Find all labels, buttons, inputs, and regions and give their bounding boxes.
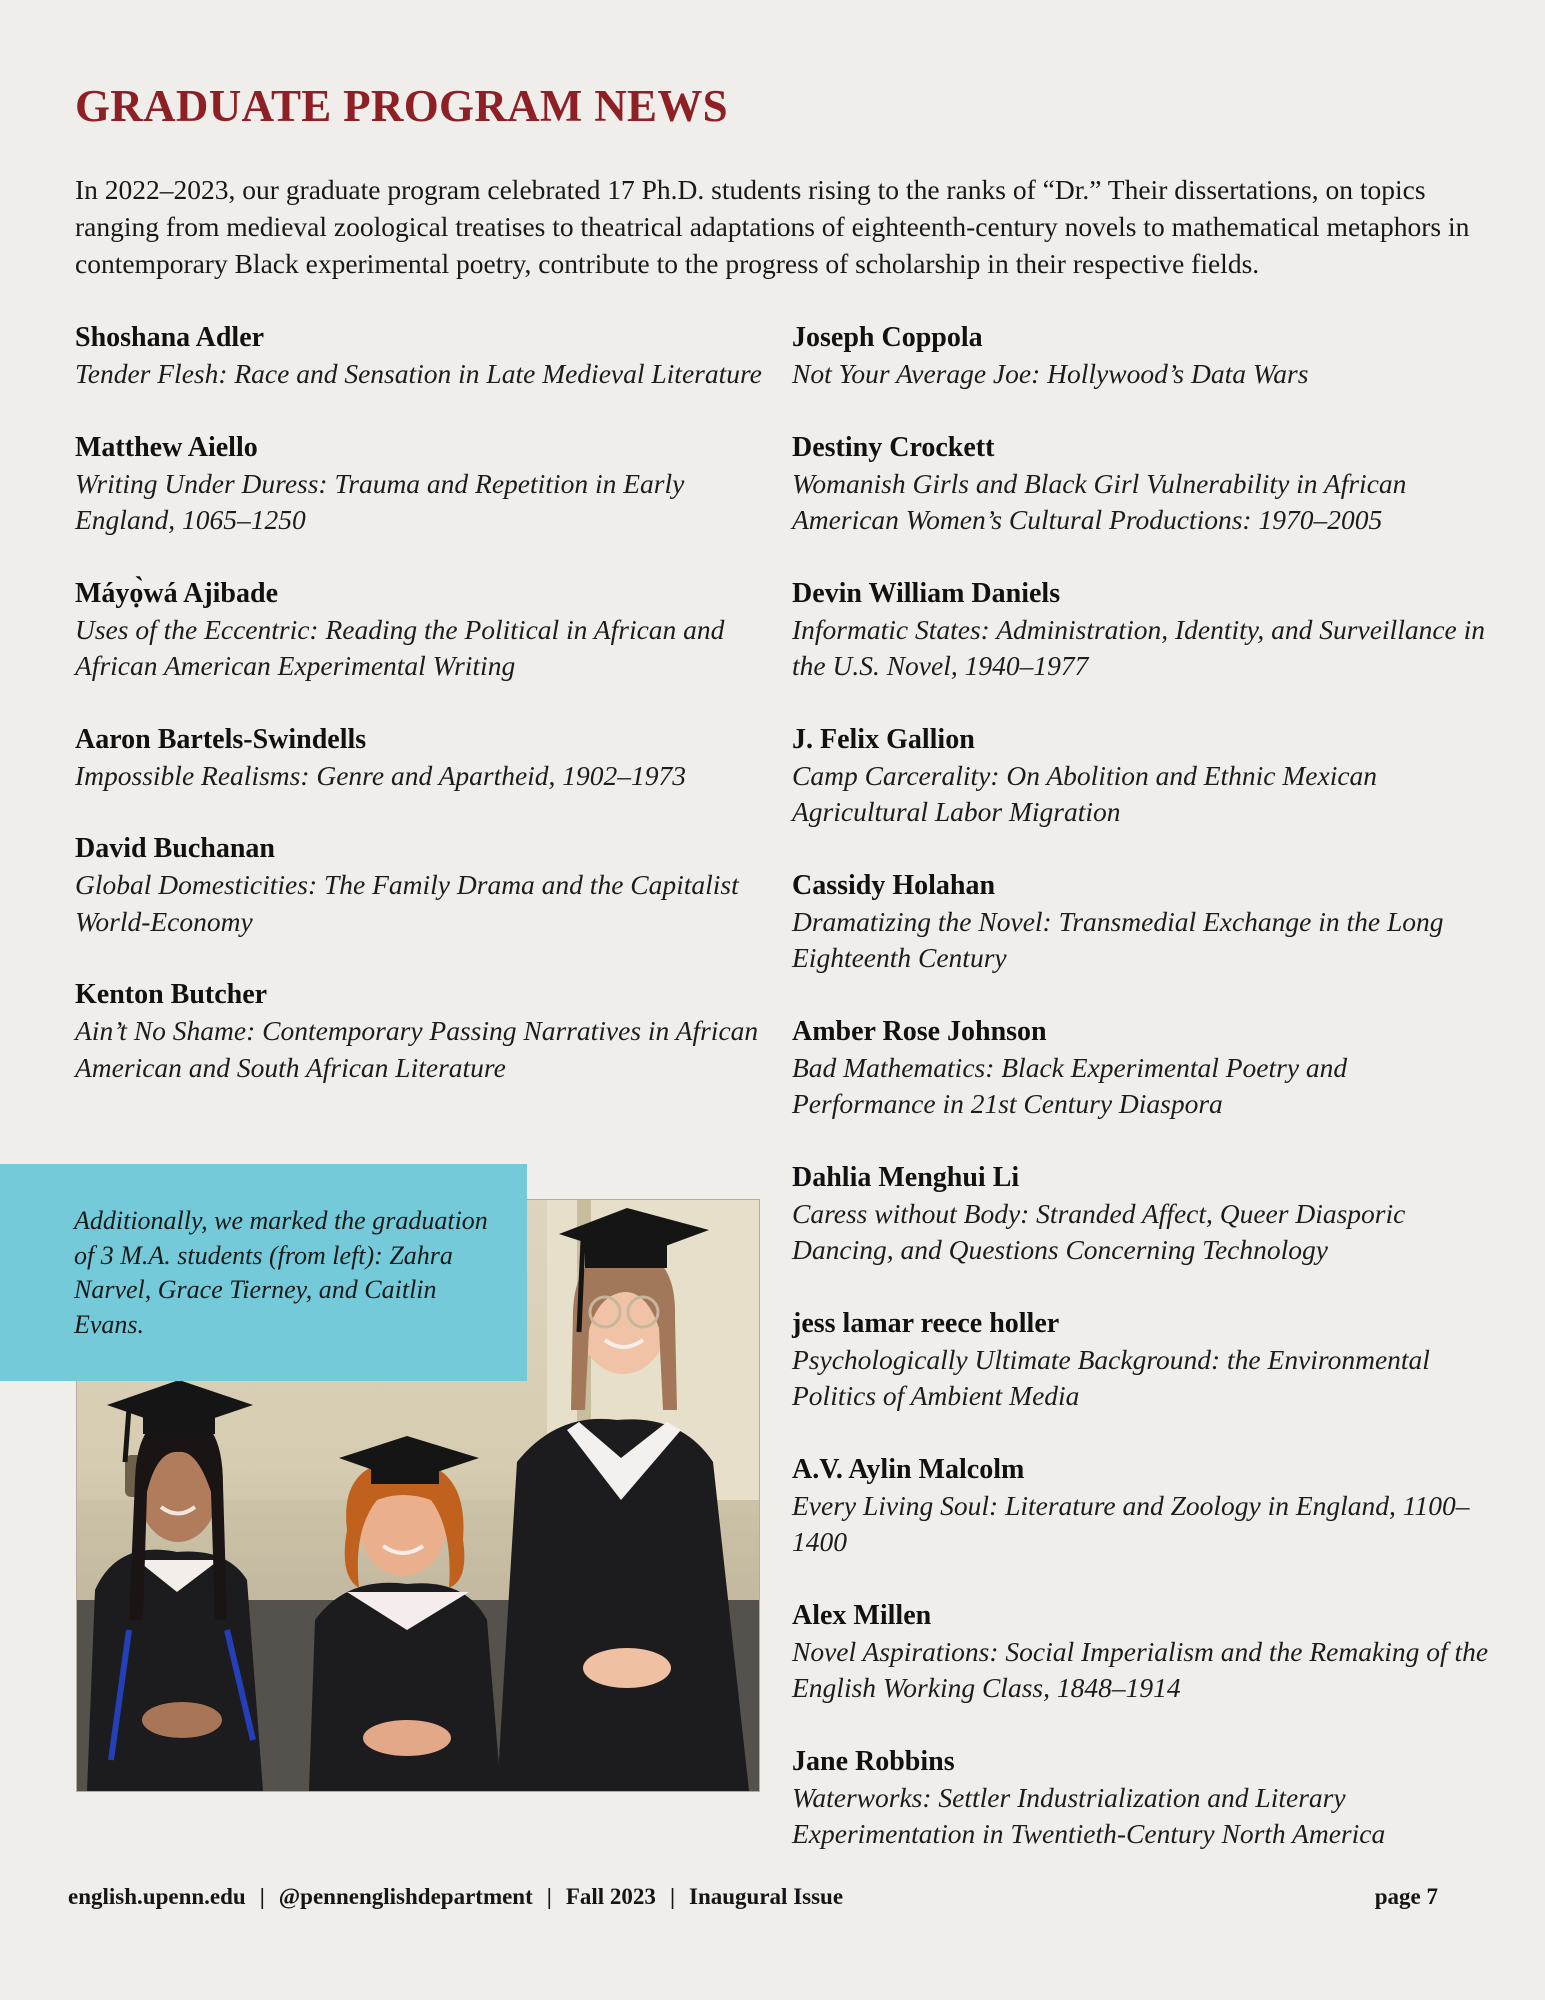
- graduate-name: Devin William Daniels: [792, 577, 1061, 609]
- intro-paragraph: In 2022–2023, our graduate program celebrated 17 Ph.D. students rising to the ranks of “Dr.” Their dissertations, on topics ranging from medieval zoological treatises to theatrical adaptations of eighteenth-century novels to mathematical metaphors in contemporary Black experimental poetry, contribute to the progress of scholarship in their respective fields.: [75, 174, 1470, 279]
- dissertation-title: Global Domesticities: The Family Drama and the Capitalist World-Economy: [75, 869, 739, 937]
- footer-separator: |: [669, 1884, 676, 1909]
- graduate-entry: [75, 319, 765, 393]
- dissertation-title: Ain’t No Shame: Contemporary Passing Narratives in African American and South African Literature: [75, 1015, 759, 1083]
- left-graduate-list: [75, 319, 765, 1122]
- graduate-name: Joseph Coppola: [792, 322, 983, 353]
- graduate-entry: [792, 1159, 1492, 1269]
- dissertation-title: Womanish Girls and Black Girl Vulnerability in African American Women’s Cultural Productions: 1970–2005: [792, 467, 1407, 535]
- dissertation-title: Impossible Realisms: Genre and Apartheid, 1902–1973: [75, 759, 687, 791]
- graduate-name: Shoshana Adler: [75, 322, 265, 353]
- graduate-entry: [792, 575, 1492, 685]
- graduate-name: Jane Robbins: [792, 1745, 955, 1777]
- page-footer: [68, 1884, 1438, 1910]
- ma-graduates-callout: [0, 1164, 527, 1381]
- dissertation-title: Not Your Average Joe: Hollywood’s Data Wars: [792, 358, 1309, 389]
- graduate-entry: [75, 721, 765, 795]
- graduate-entry: [792, 429, 1492, 539]
- dissertation-title: Informatic States: Administration, Identity, and Surveillance in the U.S. Novel, 1940–1977: [792, 613, 1486, 681]
- graduate-entry: [792, 1013, 1492, 1123]
- graduate-entry: [792, 1743, 1492, 1853]
- right-graduate-list: [792, 319, 1492, 1889]
- dissertation-title: Every Living Soul: Literature and Zoology in England, 1100–1400: [792, 1489, 1470, 1557]
- dissertation-title: Novel Aspirations: Social Imperialism and the Remaking of the English Working Class, 1848–1914: [792, 1635, 1489, 1703]
- graduate-entry: [792, 1305, 1492, 1415]
- graduate-entry: [792, 1597, 1492, 1707]
- page-number: page 7: [1374, 1884, 1438, 1909]
- graduate-entry: [792, 721, 1492, 831]
- graduate-entry: [792, 1451, 1492, 1561]
- graduate-name: J. Felix Gallion: [792, 723, 975, 755]
- dissertation-title: Psychologically Ultimate Background: the Environmental Politics of Ambient Media: [792, 1343, 1430, 1411]
- dissertation-title: Uses of the Eccentric: Reading the Political in African and African American Experimental Writing: [75, 613, 725, 681]
- dissertation-title: Writing Under Duress: Trauma and Repetition in Early England, 1065–1250: [75, 467, 685, 535]
- page-title: GRADUATE PROGRAM NEWS: [75, 81, 728, 131]
- graduate-name: Destiny Crockett: [792, 431, 995, 463]
- graduate-name: jess lamar reece holler: [792, 1307, 1060, 1339]
- dissertation-title: Bad Mathematics: Black Experimental Poetry and Performance in 21st Century Diaspora: [792, 1051, 1348, 1119]
- graduate-name: Amber Rose Johnson: [792, 1015, 1047, 1047]
- graduate-name: Aaron Bartels-Swindells: [75, 723, 367, 755]
- graduate-name: Dahlia Menghui Li: [792, 1161, 1020, 1193]
- graduate-name: Alex Millen: [792, 1599, 932, 1631]
- footer-website: english.upenn.edu: [68, 1884, 246, 1909]
- graduate-entry: [75, 575, 765, 685]
- graduate-name: David Buchanan: [75, 833, 275, 864]
- dissertation-title: Caress without Body: Stranded Affect, Queer Diasporic Dancing, and Questions Concerning Technology: [792, 1197, 1406, 1265]
- footer-social-handle: @pennenglishdepartment: [278, 1884, 533, 1909]
- graduate-name: Matthew Aiello: [75, 431, 258, 463]
- footer-issue-name: Inaugural Issue: [689, 1884, 844, 1909]
- footer-separator: |: [259, 1884, 265, 1909]
- graduate-name: Cassidy Holahan: [792, 869, 996, 901]
- graduate-name: A.V. Aylin Malcolm: [792, 1453, 1025, 1485]
- graduate-name: Máyọ̀wá Ajibade: [75, 577, 278, 609]
- graduate-entry: [75, 429, 765, 539]
- graduate-entry: [792, 319, 1492, 393]
- dissertation-title: Waterworks: Settler Industrialization and Literary Experimentation in Twentieth-Century North America: [792, 1781, 1386, 1849]
- dissertation-title: Dramatizing the Novel: Transmedial Exchange in the Long Eighteenth Century: [792, 905, 1444, 973]
- graduate-entry: [75, 976, 765, 1086]
- dissertation-title: Camp Carcerality: On Abolition and Ethnic Mexican Agricultural Labor Migration: [792, 759, 1378, 827]
- footer-issue-date: Fall 2023: [565, 1884, 656, 1909]
- graduate-name: Kenton Butcher: [75, 979, 268, 1010]
- graduate-entry: [75, 830, 765, 940]
- graduate-entry: [792, 867, 1492, 977]
- footer-separator: |: [546, 1884, 552, 1909]
- dissertation-title: Tender Flesh: Race and Sensation in Late Medieval Literature: [75, 358, 762, 389]
- callout-text: Additionally, we marked the graduation of 3 M.A. students (from left): Zahra Narvel, Grace Tierney, and Caitlin Evans.: [74, 1206, 488, 1339]
